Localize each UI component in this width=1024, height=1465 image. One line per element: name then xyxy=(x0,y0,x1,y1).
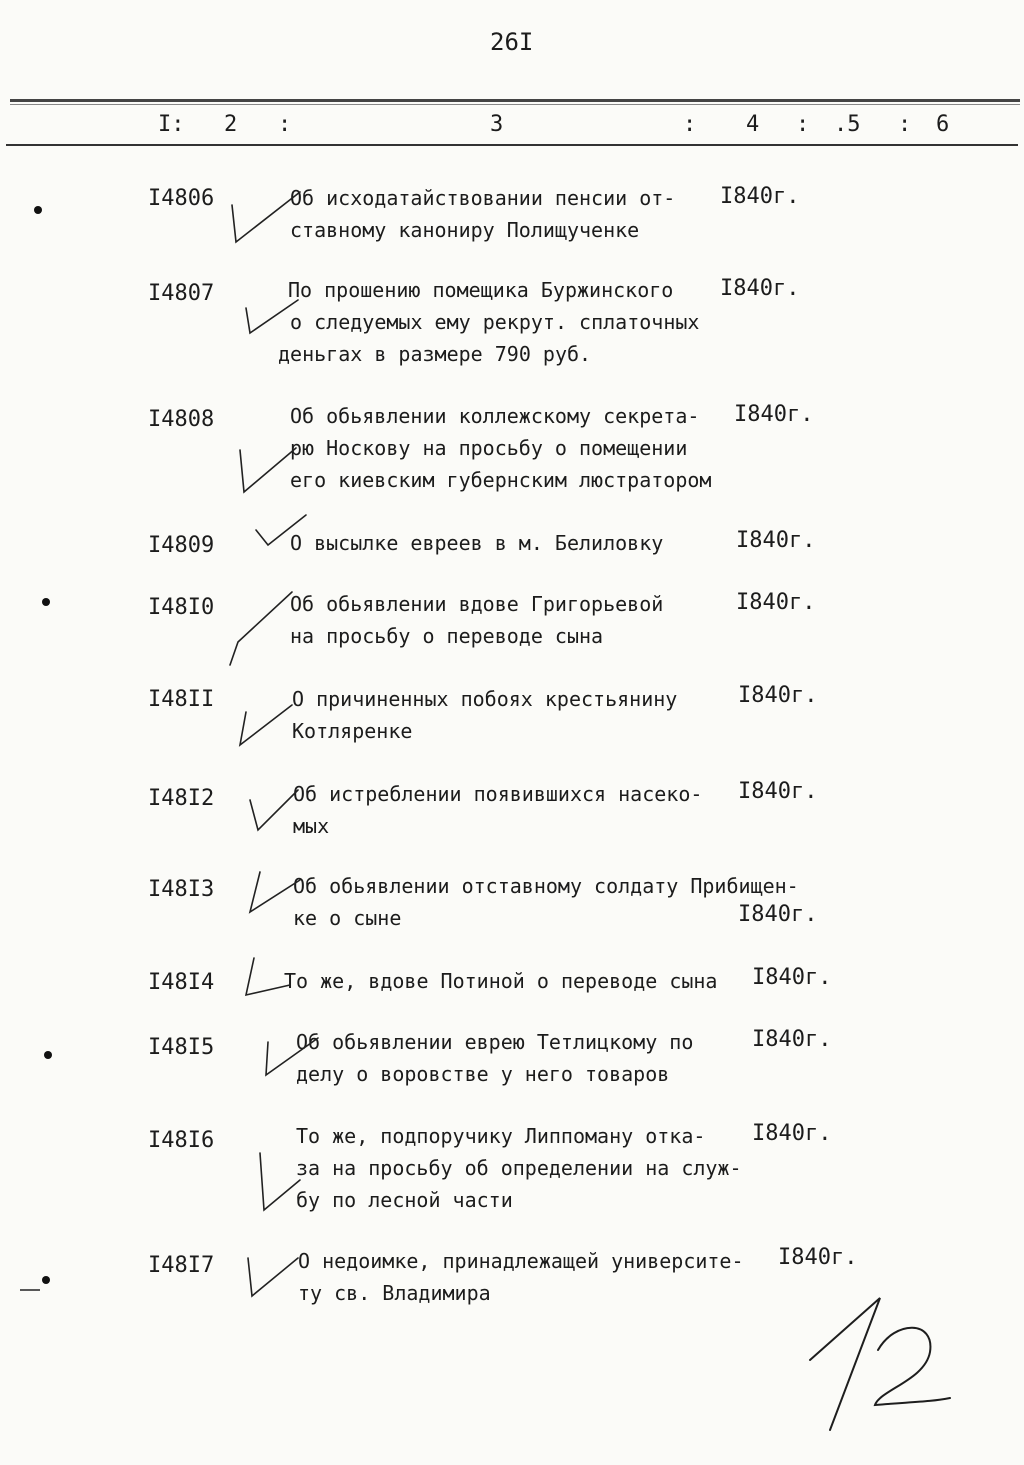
entry-year: I840г. xyxy=(752,1121,832,1146)
entry-description: Об обьявлении еврею Тетлицкому по делу о воровстве у него товаров xyxy=(296,1030,694,1086)
column-separator: : xyxy=(278,112,292,137)
header-rule-bottom xyxy=(6,144,1018,146)
entry-year: I840г. xyxy=(736,590,816,615)
column-separator: : xyxy=(683,112,697,137)
entry-number: I48I0 xyxy=(148,595,215,620)
entry-number: I4807 xyxy=(148,281,215,306)
entry-description: Об исходатайствовании пенсии от- ставному канониру Полищученке xyxy=(290,186,676,242)
entry-year: I840г. xyxy=(738,779,818,804)
checkmark-icon xyxy=(250,790,298,830)
entry-year: I840г. xyxy=(736,528,816,553)
column-header-6: 6 xyxy=(936,112,950,137)
entry-year: I840г. xyxy=(738,683,818,708)
header-rule-top-thin xyxy=(10,104,1020,105)
entry-number: I4808 xyxy=(148,407,215,432)
column-separator: : xyxy=(796,112,810,137)
entry-description: Об обьявлении отставному солдату Прибищен- ке о сыне xyxy=(293,874,799,930)
entry-year: I840г. xyxy=(738,902,818,927)
entry-year: I840г. xyxy=(752,965,832,990)
entry-description: О причиненных побоях крестьянину Котляренке xyxy=(292,687,678,743)
handwritten-folio-number xyxy=(800,1290,960,1440)
entry-number: I48I2 xyxy=(148,786,215,811)
column-header-5: .5 xyxy=(834,112,861,137)
punch-hole-dot xyxy=(44,1051,52,1059)
entry-description: Об истреблении появившихся насеко- мых xyxy=(293,782,703,838)
header-rule-top xyxy=(10,99,1020,102)
page-number: 26I xyxy=(490,28,534,56)
column-header-1: I: xyxy=(158,112,185,137)
entry-year: I840г. xyxy=(720,276,800,301)
punch-hole-dot xyxy=(42,598,50,606)
checkmark-icon xyxy=(230,592,292,665)
entry-description: То же, вдове Потиной о переводе сына xyxy=(284,969,718,993)
entry-year: I840г. xyxy=(778,1245,858,1270)
column-header-3: 3 xyxy=(490,112,504,137)
column-separator: : xyxy=(898,112,912,137)
entry-year: I840г. xyxy=(734,402,814,427)
checkmark-icon xyxy=(248,1258,298,1296)
entry-description: Об обьявлении вдове Григорьевой на просьбу о переводе сына xyxy=(290,592,664,648)
entry-number: I48II xyxy=(148,687,215,712)
punch-hole-dot xyxy=(34,206,42,214)
checkmark-icon xyxy=(240,448,296,492)
entry-description: По прошению помещика Буржинского о следуемых ему рекрут. сплаточных деньгах в размере 790 руб. xyxy=(278,278,700,366)
entry-description: О высылке евреев в м. Белиловку xyxy=(290,531,664,555)
entry-description: О недоимке, принадлежащей университе- ту св. Владимира xyxy=(298,1249,744,1305)
entry-number: I48I7 xyxy=(148,1253,215,1278)
entry-number: I4806 xyxy=(148,186,215,211)
entry-number: I48I3 xyxy=(148,877,215,902)
entry-number: I48I6 xyxy=(148,1128,215,1153)
entry-number: I48I4 xyxy=(148,970,215,995)
checkmark-icon xyxy=(240,705,292,745)
entry-description: То же, подпоручику Липпоману отка- за на просьбу об определении на служ- бу по лесной части xyxy=(296,1124,742,1212)
entry-year: I840г. xyxy=(752,1027,832,1052)
entry-description: Об обьявлении коллежскому секрета- рю Носкову на просьбу о помещении его киевским губернским люстратором xyxy=(290,404,712,492)
punch-hole-dot xyxy=(42,1276,50,1284)
entry-number: I48I5 xyxy=(148,1035,215,1060)
entry-year: I840г. xyxy=(720,184,800,209)
entry-number: I4809 xyxy=(148,533,215,558)
column-header-4: 4 xyxy=(746,112,760,137)
checkmark-icon xyxy=(260,1153,300,1210)
column-header-2: 2 xyxy=(224,112,238,137)
